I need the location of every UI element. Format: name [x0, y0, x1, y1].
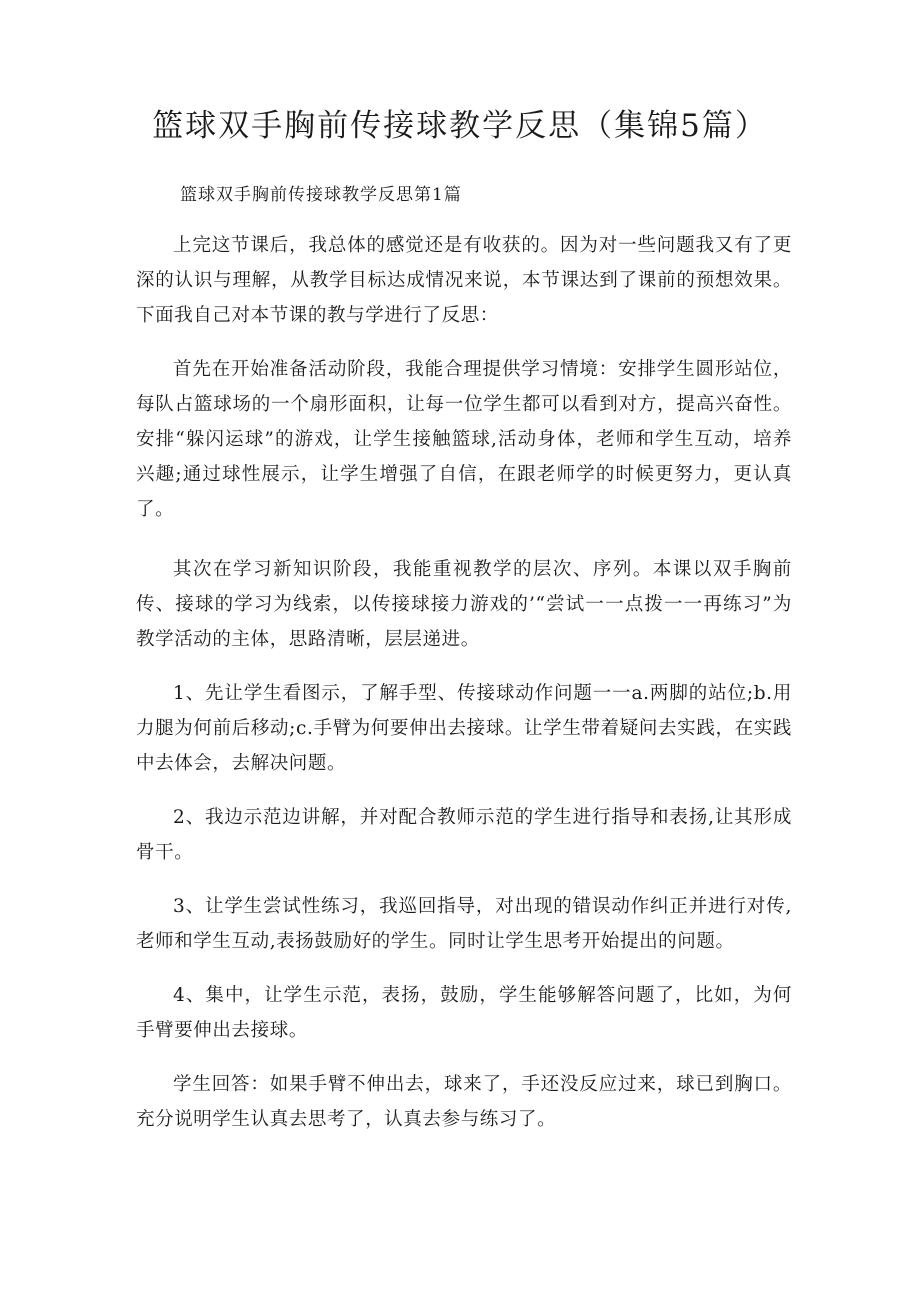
document-title: 篮球双手胸前传接球教学反思（集锦5篇） [152, 108, 768, 144]
paragraph: 1、先让学生看图示，了解手型、传接球动作问题一一a.两脚的站位;b.用力腿为何前后移动;c.手臂为何要伸出去接球。让学生带着疑问去实践，在实践中去体会，去解决问题。 [136, 683, 792, 774]
paragraph: 2、我边示范边讲解，并对配合教师示范的学生进行指导和表扬,让其形成骨干。 [136, 807, 792, 863]
paragraph: 3、让学生尝试性练习，我巡回指导，对出现的错误动作纠正并进行对传,老师和学生互动,表扬鼓励好的学生。同时让学生思考开始提出的问题。 [136, 896, 792, 952]
paragraph: 首先在开始准备活动阶段，我能合理提供学习情境：安排学生圆形站位，每队占篮球场的一个扇形面积，让每一位学生都可以看到对方，提高兴奋性。安排“躲闪运球”的游戏，让学生接触篮球,活动身体，老师和学生互动，培养兴趣;通过球性展示，让学生增强了自信，在跟老师学的时候更努力，更认真了。 [136, 359, 792, 520]
paragraph: 其次在学习新知识阶段，我能重视教学的层次、序列。本课以双手胸前传、接球的学习为线索，以传接球接力游戏的’“尝试一一点拨一一再练习”为教学活动的主体，思路清晰，层层递进。 [136, 559, 792, 650]
paragraph: 上完这节课后，我总体的感觉还是有收获的。因为对一些问题我又有了更深的认识与理解，从教学目标达成情况来说，本节课达到了课前的预想效果。下面我自己对本节课的教与学进行了反思： [136, 235, 792, 326]
section-heading: 篮球双手胸前传接球教学反思第1篇 [180, 185, 462, 205]
paragraph: 学生回答：如果手臂不伸出去，球来了，手还没反应过来，球已到胸口。充分说明学生认真去思考了，认真去参与练习了。 [136, 1074, 792, 1130]
paragraph: 4、集中，让学生示范，表扬，鼓励，学生能够解答问题了，比如，为何手臂要伸出去接球。 [136, 985, 792, 1041]
